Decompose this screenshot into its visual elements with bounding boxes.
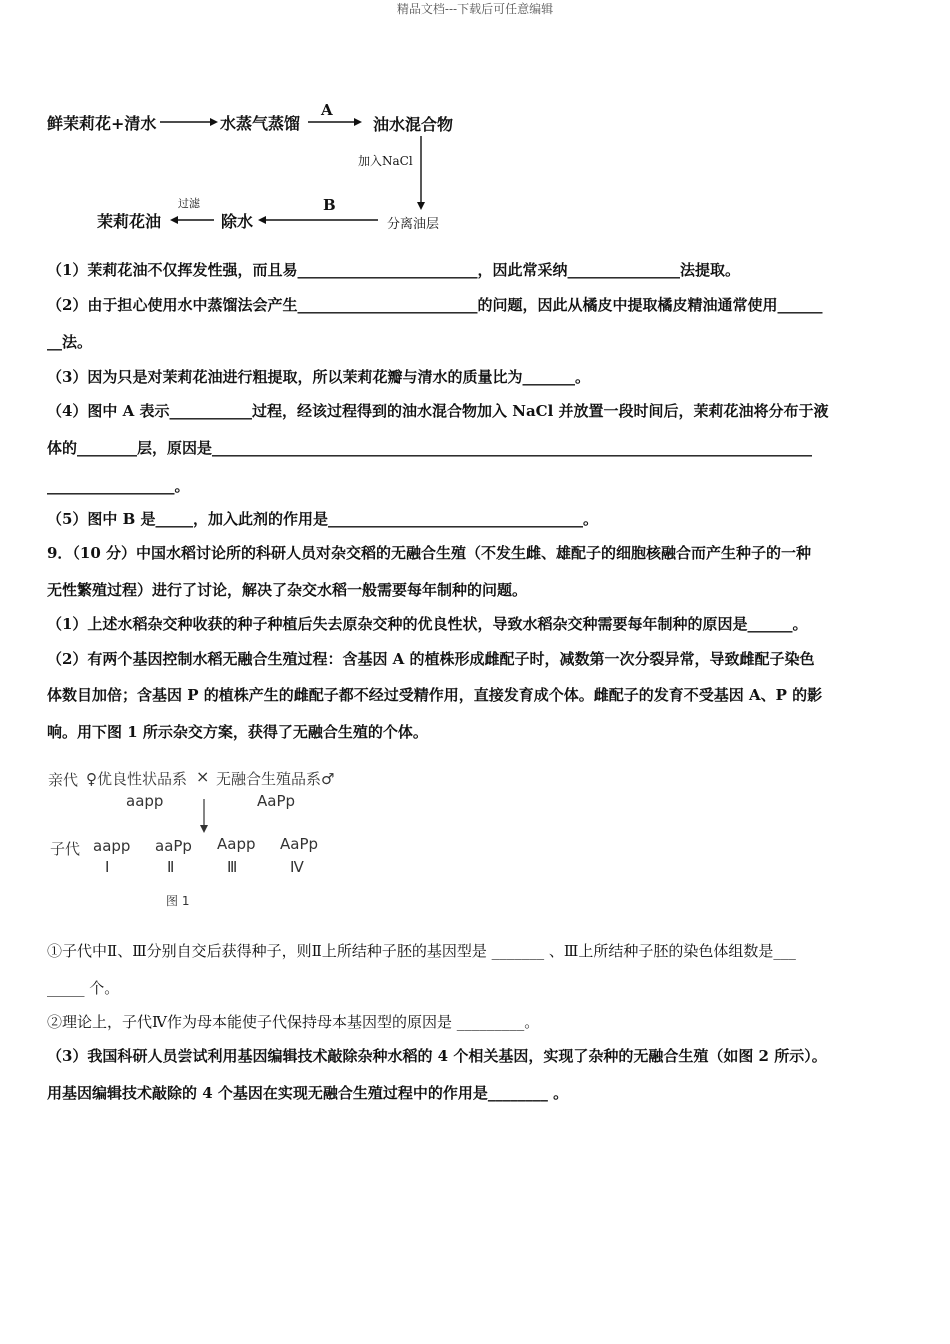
q8-2-line-a: （2）由于担心使用水中蒸馏法会产生________________________的问题，因此从橘皮中提取橘皮精油通常使用______ (47, 296, 823, 314)
arrow-right-icon (158, 114, 220, 130)
q9-intro-line-b: 无性繁殖过程）进行了讨论，解决了杂交水稻一般需要每年制种的问题。 (47, 581, 528, 599)
flow-node-oil: 茉莉花油 (97, 212, 162, 231)
arrow-down-icon (414, 134, 428, 212)
fig1-child-number: Ⅲ (227, 858, 238, 876)
fig1-child-genotype: aaPp (155, 837, 192, 855)
fig1-male-line: 无融合生殖品系♂ (216, 770, 335, 788)
q8-4-line-a: （4）图中 A 表示___________过程，经该过程得到的油水混合物加入 NaCl 并放置一段时间后，茉莉花油将分布于液 (47, 402, 829, 420)
q8-4-line-b: 体的________层，原因是________________________________________________________________________________ (47, 439, 813, 457)
fig1-parent-label: 亲代 (48, 771, 79, 789)
q8-2-line-b: __法。 (47, 333, 93, 351)
q9-3-line-a: （3）我国科研人员尝试利用基因编辑技术敲除杂种水稻的 4 个相关基因，实现了杂种的无融合生殖（如图 2 所示）。 (47, 1047, 827, 1065)
flow-label-filter: 过滤 (178, 197, 200, 210)
q8-3-line: （3）因为只是对茉莉花油进行粗提取，所以茉莉花瓣与清水的质量比为_______。 (47, 368, 590, 386)
q9-2-sub2-line: ②理论上，子代Ⅳ作为母本能使子代保持母本基因型的原因是 _________。 (47, 1013, 540, 1031)
q9-intro-line-a: 9．（10 分）中国水稻讨论所的科研人员对杂交稻的无融合生殖（不发生雌、雄配子的细胞核融合而产生种子的一种 (47, 544, 812, 562)
flow-node-separate: 分离油层 (387, 217, 440, 232)
fig1-child-number: Ⅱ (167, 858, 175, 876)
fig1-child-genotype: aapp (93, 837, 131, 855)
arrow-left-icon (256, 212, 382, 228)
fig1-caption: 图 1 (166, 894, 190, 908)
flow-label-nacl: 加入NaCl (358, 154, 413, 168)
q8-4-line-c: _________________。 (47, 477, 190, 495)
q9-2-line-b: 体数目加倍；含基因 P 的植株产生的雌配子都不经过受精作用，直接发育成个体。雌配子的发育不受基因 A、P 的影 (47, 686, 823, 704)
q9-3-line-b: 用基因编辑技术敲除的 4 个基因在实现无融合生殖过程中的作用是________ 。 (47, 1084, 569, 1102)
page-header: 精品文档---下载后可任意编辑 (396, 2, 554, 16)
fig1-child-label: 子代 (50, 840, 81, 858)
fig1-male-genotype: AaPp (257, 792, 296, 810)
q8-5-line: （5）图中 B 是_____，加入此剂的作用是__________________________________。 (47, 510, 599, 528)
flow-node-raw: 鲜茉莉花+清水 (47, 114, 157, 133)
arrow-right-icon (306, 114, 366, 130)
q9-2-line-a: （2）有两个基因控制水稻无融合生殖过程：含基因 A 的植株形成雌配子时，减数第一次分裂异常，导致雌配子染色 (47, 650, 815, 668)
q9-2-sub1-line-b: _____ 个。 (47, 979, 120, 997)
q9-2-line-c: 响。用下图 1 所示杂交方案，获得了无融合生殖的个体。 (47, 723, 428, 741)
fig1-child-genotype: AaPp (280, 835, 319, 853)
flow-node-dewater: 除水 (221, 212, 254, 231)
flow-label-b: B (323, 196, 336, 214)
flow-node-mixture: 油水混合物 (373, 115, 454, 134)
arrow-left-icon (168, 212, 218, 228)
q9-2-sub1-line-a: ①子代中Ⅱ、Ⅲ分别自交后获得种子，则Ⅱ上所结种子胚的基因型是 _______ 、Ⅲ上所结种子胚的染色体组数是___ (47, 942, 796, 960)
flow-label-a: A (321, 101, 333, 119)
fig1-child-number: Ⅰ (105, 858, 110, 876)
fig1-female-genotype: aapp (126, 792, 164, 810)
flow-node-distill: 水蒸气蒸馏 (220, 114, 301, 133)
fig1-cross-symbol: × (196, 767, 210, 786)
fig1-female-line: ♀优良性状品系 (86, 770, 187, 788)
arrow-down-icon (198, 797, 210, 835)
fig1-child-genotype: Aapp (217, 835, 256, 853)
fig1-child-number: Ⅳ (290, 858, 304, 876)
q9-1-line: （1）上述水稻杂交种收获的种子种植后失去原杂交种的优良性状，导致水稻杂交种需要每年制种的原因是______。 (47, 615, 808, 633)
q8-1-line: （1）茉莉花油不仅挥发性强，而且易________________________，因此常采纳_______________法提取。 (47, 261, 740, 279)
